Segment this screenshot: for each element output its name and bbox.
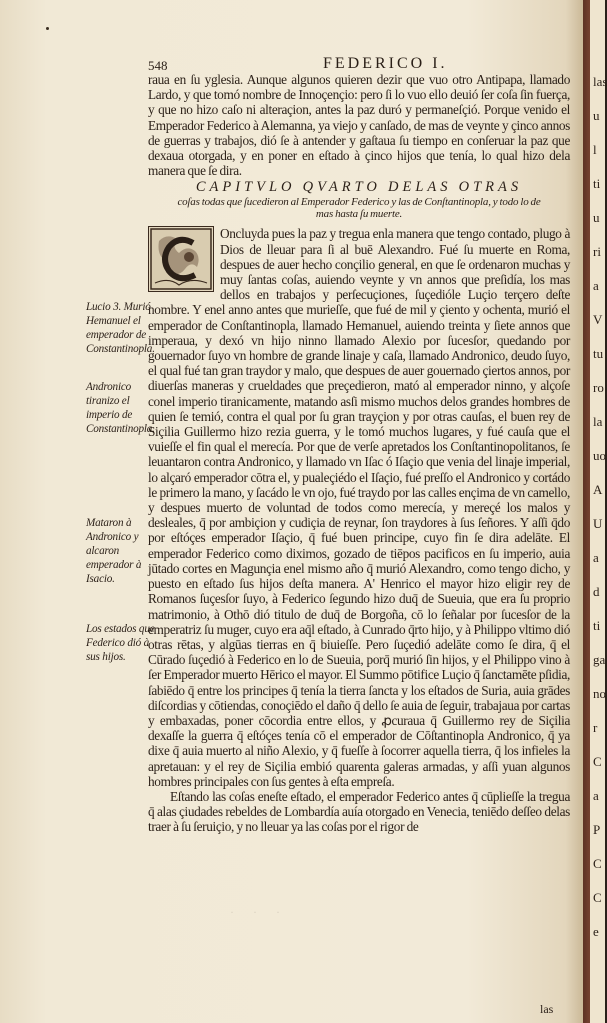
margin-note: Mataron à Andronico y alcaron emperador à Isacio.: [86, 517, 142, 585]
adjacent-page-fragment: a: [593, 788, 599, 803]
adjacent-page-fragment: l: [593, 142, 597, 157]
ink-speck: [46, 27, 49, 30]
adjacent-page-fragment: u: [593, 210, 600, 225]
main-text-column: [148, 72, 570, 835]
adjacent-page-fragment: U: [593, 516, 603, 531]
adjacent-page-fragment: ti: [593, 176, 601, 191]
adjacent-page-fragment: no: [593, 686, 606, 701]
paragraph-intro: raua en ſu yglesia. Aunque algunos quieren dezir que vuo otro Antipapa, llamado Lardo, y que tomó nombre de Innoçençio: pero ſi lo vuo ello deuió ſer coſa ſin fuerça, y que no hizo caſo ni alteraçion, antes la paz duró y permaneſçió. Porque venido el Emperador Federico à Alemanna, ya viejo y canſado, de mas de veynte y çinco annos de guerras y trabajos, dió ſe à antender y gaſtaua ſu tiempo en conſeruar la paz que dexaua otorgada, y en poner en eſtado à çinco hijos que tenía, lo qual hizo dela manera que ſe dira.: [148, 72, 570, 179]
chapter-heading: CAPITVLO QVARTO DELAS OTRAS: [195, 179, 523, 196]
paragraph-final: Eſtando las coſas eneſte eſtado, el emperador Federico antes q̄ cūplieſſe la tregua q̄ alas çiudades rebeldes de Lombardía auía otorgado en Venecia, teniēdo deſſeo delas traer à ſu ſeruiçio, y no lleuar ya las coſas por el rigor de: [148, 788, 570, 835]
adjacent-page-fragment: la: [593, 414, 603, 429]
adjacent-page-fragment: a: [593, 278, 599, 293]
adjacent-page-fragment: las: [593, 74, 607, 89]
adjacent-page-fragment: d: [593, 584, 600, 599]
adjacent-page-fragment: uo: [593, 448, 606, 463]
adjacent-page-fragment: ga: [593, 652, 606, 667]
adjacent-page-fragment: C: [593, 856, 602, 871]
adjacent-page-fragment: P: [593, 822, 601, 837]
adjacent-page-fragment: u: [593, 108, 600, 123]
adjacent-page-fragment: C: [593, 890, 602, 905]
adjacent-page-fragment: ri: [593, 244, 601, 259]
margin-note: Los estados que Federico dió à sus hijos.: [86, 623, 155, 663]
adjacent-page-fragment: A: [593, 482, 603, 497]
adjacent-page-fragment: e: [593, 924, 599, 939]
adjacent-page-fragment: a: [593, 550, 599, 565]
running-title: FEDERICO I.: [323, 55, 448, 72]
paragraph-chapter-start: Oncluyda pues la paz y tregua enla manera que tengo contado, plugo à Dios de lleuar para ſi al buē Alexandro. Fué ſu muerte en Roma, despues de auer hecho conçilio general, en que ſe ordenaron muchas y muy ſantas coſas, auiendo veynte y vn annos que preſidía, los mas dellos en trabajos y perſecuçiones, ſuçedióle Luçio terçero deſte nombre. Y enel anno antes que murieſſe, que fué de mil y çiento y ochenta, murió el emperador de Conſtantinopla, llamado Hemanuel, auiendo treinta y ſiete annos que imperaua, y dexó vn hijo ninno llamado Alexio por ſucesſor, quedando por gouernador ſuyo vn hombre de grande linaje y caſa, llamado Andronico, deudo ſuyo, el qual fué tan gran traydor y malo, que despues de auer gouernado çiertos annos, por diuerſas maneras y crueldades que preçedieron, mató al emperador ninno, y alçoſe conel imperio tiranicamente, matando asſi mismo muchos delos grandes hombres de quien ſe temió, contra el qual por ſu gran trayçion y por otras cauſas, el buen rey de Siçilia Guillermo hizo rezia guerra, y le tomó muchos lugares, y fué cauſa que el vuieſſe el fin qual el merecía. Por que de verſe apretados los Conſtantinopolitanos, ſe leuantaron contra Andronico, y llamado vn Iſac ó Iſaçio que venia del linaje imperial, lo alçaró emperador cōtra el, y pualeçiédo el Iſaçio, fué preſſo el Andronico y cortádo le primero la mano, y ſacádo le vn ojo, fué traydo por las calles ençima de vn camello, y despues muerto de voluntad de todos como merecía, y mereçé los malos y desleales, q̄ por ambiçion y cudiçia de reynar, ſon traydores à ſus ſeñores. Y aſſi q̄do por eſtóçes emperador Iſaçio, q̄ fué buen principe, cuyo fin ſe dira adelāte. El emperador Federico como diximos, gozado de tiēpos pacificos en ſu imperio, auia jūtado cortes en Magunçia enel mismo año q̄ murió Alexandro, como tengo dicho, y puesto en eſtado ſus hijos deſta manera. A' Henrico el mayor hizo eligir rey de Romanos ſuçesſor ſuyo, à Federico ſegundo hizo duq̄ de Sueuia, que era ſu proprio matrimonio, à Othō dió titulo de duq̄ de Borgoña, cō lo ſeñalar por ſucesſor de la emperatriz ſu muger, cuyo era aq̄l eſtado, à Cunrado q̄rto hijo, y à Philippo vltimo dió otras rētas, y algūas tierras en q̄ biuieſſe. Pero ſuçedió adelāte como ſe dira, q̄ el Cūrado ſuçedió à Federico en lo de Sueuia, porq̄ murió ſin hijos, y el Philippo vino à ſer Emperador muerto Hērico el mayor. El Summo pōtifice Luçio q̄ ſanctamēte pſidia, ſabiēdo q̄ entre los principes q̄ tenía la tierra ſancta y los eſtados de Suria, auia grādes diſcordias y cōtiendas, conoçiēdo el daño q̄ dello ſe auia de ſeguir, trabajaua por cartas y embaxadas, poner cōcordia entre ellos, y ꝓcuraua q̄ Guillermo rey de Siçilia dexaſſe la guerra q̄ eſtóçes tenía cō el emperador de Cōſtantinopla Andronico, q̄ ya dixe q̄ auia muerto al niño Alexio, y q̄ fueſſe à ſocorrer aquella tierra, q̄ los infieles la apretauan: y el rey de Siçilia embió quarenta galeras armadas, y aſſi yuan algunos hombres principales con ſus gentes à eſta empreſa.: [148, 226, 570, 789]
adjacent-page-fragment: r: [593, 720, 598, 735]
adjacent-page-fragment: C: [593, 754, 602, 769]
initial-c-ornament-icon: [149, 227, 213, 291]
adjacent-page-fragment: tu: [593, 346, 604, 361]
page-number: 548: [148, 58, 168, 73]
adjacent-page-fragment: V: [593, 312, 603, 327]
catchword: las: [540, 1002, 554, 1016]
decorated-initial-c: [148, 226, 214, 292]
show-through-text: · · ·: [230, 905, 288, 919]
adjacent-page-fragment: ro: [593, 380, 604, 395]
adjacent-page-fragment: ti: [593, 618, 601, 633]
margin-note: Andronico tiranizo el imperio de Constantinopla.: [86, 381, 155, 435]
margin-note: Lucio 3. Murió Hemanuel el emperador de Constantinopla.: [86, 301, 155, 355]
chapter-subheading: coſas todas que ſucedieron al Emperador Federico y las de Conſtantinopla, y todo lo de mas hasta ſu muerte.: [177, 196, 541, 221]
